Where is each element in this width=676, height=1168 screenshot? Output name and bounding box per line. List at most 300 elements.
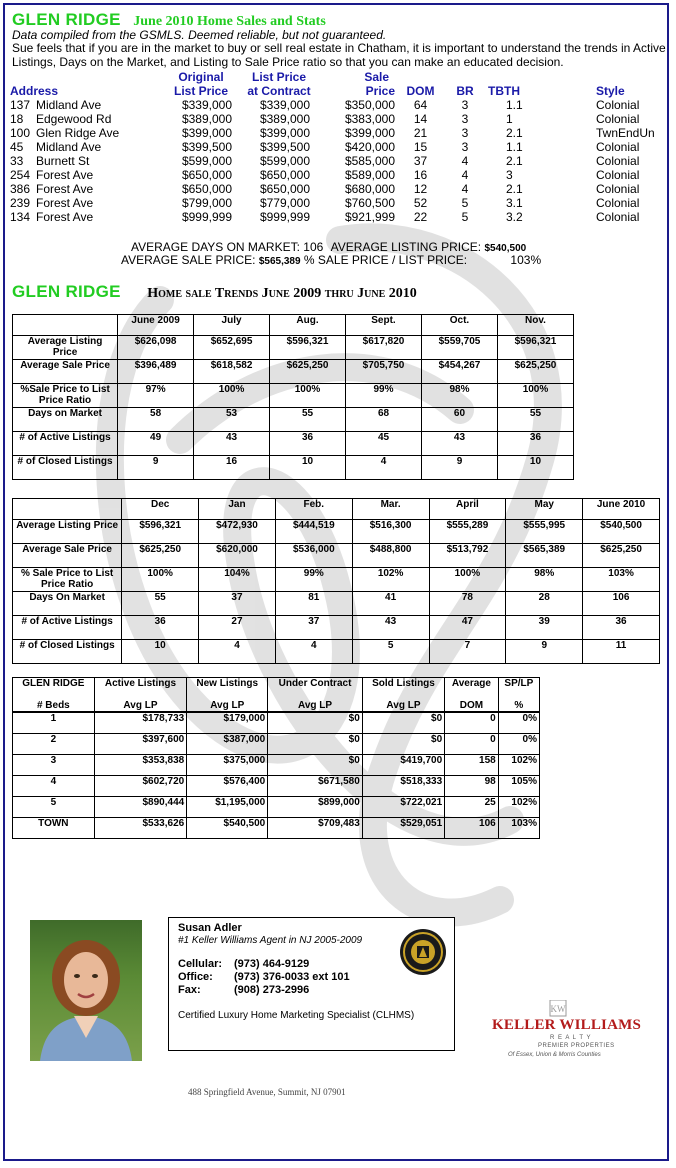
beds-cell: $0 <box>268 755 363 776</box>
list-price-at-contract: $779,000 <box>259 196 310 210</box>
sale-price: $585,000 <box>344 154 395 168</box>
home-style: Colonial <box>596 154 640 168</box>
data-disclaimer: Data compiled from the GSMLS. Deemed reliable, but not guaranteed. <box>12 28 387 42</box>
metric-value: 7 <box>429 640 506 664</box>
ratio-label: % SALE PRICE / LIST PRICE: <box>303 253 468 267</box>
metric-value: 99% <box>346 384 422 408</box>
metric-value: 41 <box>352 592 429 616</box>
header-at-contract: at Contract <box>247 84 311 98</box>
sale-price: $921,999 <box>344 210 395 224</box>
bedrooms: 3 <box>461 112 469 126</box>
metric-value: 10 <box>497 456 573 480</box>
beds-cell: 4 <box>13 776 95 797</box>
month-header: May <box>506 499 583 520</box>
address-number: 134 <box>10 210 31 224</box>
metric-value: 43 <box>194 432 270 456</box>
trend-row <box>13 408 574 432</box>
beds-cell: $397,600 <box>94 734 187 755</box>
metric-value: 10 <box>122 640 199 664</box>
avg-dom-label: AVERAGE DAYS ON MARKET: <box>131 240 300 254</box>
beds-cell: 0 <box>445 734 499 755</box>
header-original-list-price: List Price <box>173 84 229 98</box>
beds-row <box>13 776 540 797</box>
beds-header: Average <box>445 678 499 701</box>
beds-cell: $890,444 <box>94 797 187 818</box>
sales-row <box>10 210 676 224</box>
beds-header-row-1 <box>13 678 540 701</box>
days-on-market: 22 <box>413 210 428 224</box>
metric-value: $516,300 <box>352 520 429 544</box>
trend-row <box>13 544 660 568</box>
beds-cell: $178,733 <box>94 712 187 734</box>
days-on-market: 21 <box>413 126 428 140</box>
metric-label: Days on Market <box>13 408 118 432</box>
beds-cell: $602,720 <box>94 776 187 797</box>
total-baths: 1.1 <box>506 140 523 154</box>
trend-row <box>13 568 660 592</box>
beds-table <box>12 677 540 839</box>
month-header: June 2009 <box>118 315 194 336</box>
avg-lp-label: AVERAGE LISTING PRICE: <box>330 240 482 254</box>
metric-value: 5 <box>352 640 429 664</box>
beds-cell: 106 <box>445 818 499 839</box>
beds-cell: $0 <box>268 734 363 755</box>
beds-cell: $518,333 <box>362 776 444 797</box>
bedrooms: 5 <box>461 210 469 224</box>
metric-value: $625,250 <box>122 544 199 568</box>
total-baths: 3.1 <box>506 196 523 210</box>
home-style: Colonial <box>596 98 640 112</box>
beds-cell: 103% <box>498 818 539 839</box>
original-list-price: $650,000 <box>181 182 232 196</box>
metric-label: Days On Market <box>13 592 122 616</box>
metric-value: 58 <box>118 408 194 432</box>
metric-value: 16 <box>194 456 270 480</box>
metric-value: 78 <box>429 592 506 616</box>
beds-cell: $0 <box>362 734 444 755</box>
total-baths: 3 <box>506 168 513 182</box>
office-label: Office: <box>178 971 213 983</box>
metric-value: 100% <box>122 568 199 592</box>
metric-value: $618,582 <box>194 360 270 384</box>
metric-value: 100% <box>429 568 506 592</box>
beds-header: SP/LP <box>498 678 539 701</box>
beds-cell: $529,051 <box>362 818 444 839</box>
metric-value: $396,489 <box>118 360 194 384</box>
trends-title: Home sale Trends June 2009 thru June 2010 <box>147 286 417 301</box>
metric-value: 47 <box>429 616 506 640</box>
address-street: Glen Ridge Ave <box>36 126 120 140</box>
beds-cell: $1,195,000 <box>187 797 268 818</box>
list-price-at-contract: $650,000 <box>259 168 310 182</box>
beds-cell: $722,021 <box>362 797 444 818</box>
total-baths: 2.1 <box>506 154 523 168</box>
header-dom: DOM <box>406 84 435 98</box>
metric-label: # of Active Listings <box>13 616 122 640</box>
metric-label: # of Active Listings <box>13 432 118 456</box>
metric-label: Average Sale Price <box>13 544 122 568</box>
metric-value: 11 <box>583 640 660 664</box>
sale-price: $760,500 <box>344 196 395 210</box>
corner-cell <box>13 315 118 336</box>
metric-value: 36 <box>122 616 199 640</box>
kw-premier: PREMIER PROPERTIES <box>538 1043 615 1049</box>
metric-value: $565,389 <box>506 544 583 568</box>
list-price-at-contract: $650,000 <box>259 182 310 196</box>
address-street: Burnett St <box>36 154 90 168</box>
agent-contact-card <box>168 917 455 1051</box>
beds-cell: 158 <box>445 755 499 776</box>
beds-cell: $0 <box>362 712 444 734</box>
metric-value: 39 <box>506 616 583 640</box>
metric-value: $559,705 <box>421 336 497 360</box>
beds-header: Active Listings <box>94 678 187 701</box>
kw-name: KELLER WILLIAMS <box>492 1017 642 1033</box>
month-header: Oct. <box>421 315 497 336</box>
header-style: Style <box>596 84 625 98</box>
beds-cell: $353,838 <box>94 755 187 776</box>
total-baths: 1.1 <box>506 98 523 112</box>
beds-cell: $375,000 <box>187 755 268 776</box>
metric-value: $555,289 <box>429 520 506 544</box>
trend-row <box>13 520 660 544</box>
metric-value: 10 <box>270 456 346 480</box>
clhms-seal-icon <box>399 928 447 976</box>
month-header: Jan <box>199 499 276 520</box>
metric-value: $652,695 <box>194 336 270 360</box>
sales-row <box>10 196 676 210</box>
month-header: Dec <box>122 499 199 520</box>
metric-value: $513,792 <box>429 544 506 568</box>
metric-value: $705,750 <box>346 360 422 384</box>
address-street: Forest Ave <box>36 182 94 196</box>
beds-cell: $179,000 <box>187 712 268 734</box>
sales-header-row-1 <box>10 70 676 84</box>
header-sale-price: Price <box>365 84 395 98</box>
metric-value: 98% <box>506 568 583 592</box>
bedrooms: 4 <box>461 182 469 196</box>
metric-value: 60 <box>421 408 497 432</box>
agent-portrait-image <box>30 920 142 1061</box>
address-street: Forest Ave <box>36 196 94 210</box>
metric-value: $444,519 <box>275 520 352 544</box>
days-on-market: 37 <box>413 154 428 168</box>
sales-row <box>10 112 676 126</box>
beds-cell: 0% <box>498 734 539 755</box>
beds-row <box>13 797 540 818</box>
cell-number[interactable]: (973) 464-9129 <box>234 958 310 970</box>
total-baths: 2.1 <box>506 182 523 196</box>
days-on-market: 64 <box>413 98 428 112</box>
header-original: Original <box>178 70 224 84</box>
month-header: July <box>194 315 270 336</box>
days-on-market: 14 <box>413 112 428 126</box>
home-style: Colonial <box>596 140 640 154</box>
beds-header: Sold Listings <box>362 678 444 701</box>
metric-value: $454,267 <box>421 360 497 384</box>
address-number: 137 <box>10 98 31 112</box>
page-header <box>12 10 326 30</box>
beds-cell: $533,626 <box>94 818 187 839</box>
metric-value: 68 <box>346 408 422 432</box>
days-on-market: 52 <box>413 196 428 210</box>
corner-cell <box>13 499 122 520</box>
sales-row <box>10 126 676 140</box>
beds-cell: TOWN <box>13 818 95 839</box>
beds-cell: $419,700 <box>362 755 444 776</box>
beds-cell: 1 <box>13 712 95 734</box>
trend-row <box>13 336 574 360</box>
metric-value: $540,500 <box>583 520 660 544</box>
trend-row <box>13 640 660 664</box>
beds-subheader: DOM <box>445 700 499 712</box>
address-number: 254 <box>10 168 31 182</box>
avg-lp-value: $540,500 <box>484 243 527 254</box>
original-list-price: $399,500 <box>181 140 232 154</box>
address-street: Forest Ave <box>36 168 94 182</box>
sale-price: $680,000 <box>344 182 395 196</box>
beds-row <box>13 712 540 734</box>
beds-cell: 25 <box>445 797 499 818</box>
address-number: 45 <box>10 140 24 154</box>
metric-value: 9 <box>421 456 497 480</box>
metric-value: 55 <box>497 408 573 432</box>
month-header: Sept. <box>346 315 422 336</box>
metric-value: 53 <box>194 408 270 432</box>
metric-value: $617,820 <box>346 336 422 360</box>
sale-price: $350,000 <box>344 98 395 112</box>
sale-price: $399,000 <box>344 126 395 140</box>
bedrooms: 3 <box>461 140 469 154</box>
list-price-at-contract: $599,000 <box>259 154 310 168</box>
list-price-at-contract: $999,999 <box>259 210 310 224</box>
metric-value: $620,000 <box>199 544 276 568</box>
address-street: Edgewood Rd <box>36 112 112 126</box>
metric-value: 102% <box>352 568 429 592</box>
address-number: 100 <box>10 126 31 140</box>
address-number: 33 <box>10 154 24 168</box>
header-list-price: List Price <box>251 70 307 84</box>
beds-header: Under Contract <box>268 678 363 701</box>
header-sale: Sale <box>364 70 389 84</box>
metric-value: $625,250 <box>583 544 660 568</box>
office-number[interactable]: (973) 376-0033 ext 101 <box>234 971 350 983</box>
beds-cell: 102% <box>498 797 539 818</box>
svg-text:KW: KW <box>550 1004 566 1014</box>
trend-row <box>13 616 660 640</box>
beds-cell: $709,483 <box>268 818 363 839</box>
beds-subheader: Avg LP <box>268 700 363 712</box>
beds-header: GLEN RIDGE <box>13 678 95 701</box>
metric-label: %Sale Price to List Price Ratio <box>13 384 118 408</box>
month-header: Feb. <box>275 499 352 520</box>
intro-paragraph: Sue feels that if you are in the market to buy or sell real estate in Chatham, it is important to understand the trends in Active Listings, Days on the Market, and Listing to Sale Price ratio so that you can make an educated decision. <box>12 41 666 69</box>
metric-value: 100% <box>497 384 573 408</box>
agent-phones <box>178 958 350 997</box>
metric-value: 55 <box>122 592 199 616</box>
beds-subheader: Avg LP <box>362 700 444 712</box>
metric-value: $625,250 <box>497 360 573 384</box>
month-header: June 2010 <box>583 499 660 520</box>
list-price-at-contract: $339,000 <box>259 98 310 112</box>
sales-row <box>10 154 676 168</box>
beds-cell: $671,580 <box>268 776 363 797</box>
sale-price: $383,000 <box>344 112 395 126</box>
month-header: Nov. <box>497 315 573 336</box>
sale-price: $589,000 <box>344 168 395 182</box>
address-number: 239 <box>10 196 31 210</box>
trend-header-row <box>13 499 660 520</box>
header-br: BR <box>456 84 474 98</box>
beds-cell: $0 <box>268 712 363 734</box>
original-list-price: $599,000 <box>181 154 232 168</box>
sales-table <box>10 70 676 224</box>
bedrooms: 4 <box>461 154 469 168</box>
metric-value: 103% <box>583 568 660 592</box>
sales-row <box>10 98 676 112</box>
beds-header-row-2 <box>13 700 540 712</box>
beds-subheader: Avg LP <box>94 700 187 712</box>
metric-value: 4 <box>346 456 422 480</box>
trends-header <box>12 282 417 302</box>
metric-value: $472,930 <box>199 520 276 544</box>
address-number: 18 <box>10 112 24 126</box>
metric-value: 55 <box>270 408 346 432</box>
beds-subheader: # Beds <box>13 700 95 712</box>
address-number: 386 <box>10 182 31 196</box>
original-list-price: $399,000 <box>181 126 232 140</box>
metric-value: 4 <box>199 640 276 664</box>
agent-photo <box>30 920 142 1061</box>
list-price-at-contract: $399,500 <box>259 140 310 154</box>
trends-brand: GLEN RIDGE <box>12 282 121 301</box>
original-list-price: $650,000 <box>181 168 232 182</box>
beds-cell: 5 <box>13 797 95 818</box>
metric-value: 28 <box>506 592 583 616</box>
beds-row <box>13 818 540 839</box>
metric-value: $625,250 <box>270 360 346 384</box>
agent-name: Susan Adler <box>178 922 242 934</box>
beds-cell: 105% <box>498 776 539 797</box>
metric-value: $488,800 <box>352 544 429 568</box>
sales-row <box>10 140 676 154</box>
beds-cell: $540,500 <box>187 818 268 839</box>
metric-value: $596,321 <box>497 336 573 360</box>
sales-row <box>10 168 676 182</box>
sales-row <box>10 182 676 196</box>
metric-value: $596,321 <box>270 336 346 360</box>
month-header: Aug. <box>270 315 346 336</box>
metric-label: # of Closed Listings <box>13 456 118 480</box>
metric-value: 9 <box>506 640 583 664</box>
days-on-market: 15 <box>413 140 428 154</box>
beds-cell: 102% <box>498 755 539 776</box>
brand-title: GLEN RIDGE <box>12 10 121 29</box>
original-list-price: $999,999 <box>181 210 232 224</box>
home-style: Colonial <box>596 196 640 210</box>
metric-value: 27 <box>199 616 276 640</box>
home-style: Colonial <box>596 210 640 224</box>
average-line-2 <box>121 253 541 267</box>
metric-value: 9 <box>118 456 194 480</box>
beds-cell: 0 <box>445 712 499 734</box>
bedrooms: 3 <box>461 98 469 112</box>
trend-row <box>13 432 574 456</box>
report-title: June 2010 Home Sales and Stats <box>133 14 326 29</box>
metric-value: $555,995 <box>506 520 583 544</box>
avg-dom-value: 106 <box>303 240 324 254</box>
average-line-1 <box>131 240 526 254</box>
bedrooms: 3 <box>461 126 469 140</box>
kw-realty: R E A L T Y <box>550 1035 592 1041</box>
header-tbth: TBTH <box>488 84 520 98</box>
avg-sp-label: AVERAGE SALE PRICE: <box>121 253 256 267</box>
metric-value: 98% <box>421 384 497 408</box>
beds-row <box>13 734 540 755</box>
trend-row <box>13 456 574 480</box>
beds-cell: $576,400 <box>187 776 268 797</box>
beds-cell: 2 <box>13 734 95 755</box>
metric-value: 43 <box>352 616 429 640</box>
days-on-market: 12 <box>413 182 428 196</box>
fax-label: Fax: <box>178 984 201 996</box>
metric-value: 100% <box>194 384 270 408</box>
beds-subheader: % <box>498 700 539 712</box>
ratio-value: 103% <box>510 253 542 267</box>
bedrooms: 4 <box>461 168 469 182</box>
cell-label: Cellular: <box>178 958 223 970</box>
metric-value: 99% <box>275 568 352 592</box>
fax-number: (908) 273-2996 <box>234 984 310 996</box>
home-style: TwnEndUn <box>596 126 655 140</box>
metric-label: Average Sale Price <box>13 360 118 384</box>
address-street: Midland Ave <box>36 98 102 112</box>
metric-value: 43 <box>421 432 497 456</box>
trend-header-row <box>13 315 574 336</box>
home-style: Colonial <box>596 182 640 196</box>
trends-table-2009 <box>12 314 574 480</box>
beds-cell: 3 <box>13 755 95 776</box>
month-header: April <box>429 499 506 520</box>
list-price-at-contract: $399,000 <box>259 126 310 140</box>
beds-row <box>13 755 540 776</box>
original-list-price: $389,000 <box>181 112 232 126</box>
beds-header: New Listings <box>187 678 268 701</box>
metric-value: 37 <box>275 616 352 640</box>
metric-value: 106 <box>583 592 660 616</box>
keller-williams-logo <box>490 1000 642 1062</box>
trend-row <box>13 384 574 408</box>
agent-tagline: #1 Keller Williams Agent in NJ 2005-2009 <box>178 935 363 946</box>
home-style: Colonial <box>596 112 640 126</box>
metric-value: 36 <box>270 432 346 456</box>
metric-value: 81 <box>275 592 352 616</box>
metric-value: 45 <box>346 432 422 456</box>
beds-cell: $387,000 <box>187 734 268 755</box>
metric-label: Average Listing Price <box>13 336 118 360</box>
metric-label: % Sale Price to List Price Ratio <box>13 568 122 592</box>
original-list-price: $339,000 <box>181 98 232 112</box>
metric-label: # of Closed Listings <box>13 640 122 664</box>
office-address: 488 Springfield Avenue, Summit, NJ 07901 <box>188 1087 346 1097</box>
trend-row <box>13 360 574 384</box>
avg-sp-value: $565,389 <box>258 256 301 267</box>
metric-value: 36 <box>497 432 573 456</box>
metric-value: 49 <box>118 432 194 456</box>
home-style: Colonial <box>596 168 640 182</box>
trends-table-2010 <box>12 498 660 664</box>
kw-counties: Of Essex, Union & Morris Counties <box>508 1052 601 1058</box>
